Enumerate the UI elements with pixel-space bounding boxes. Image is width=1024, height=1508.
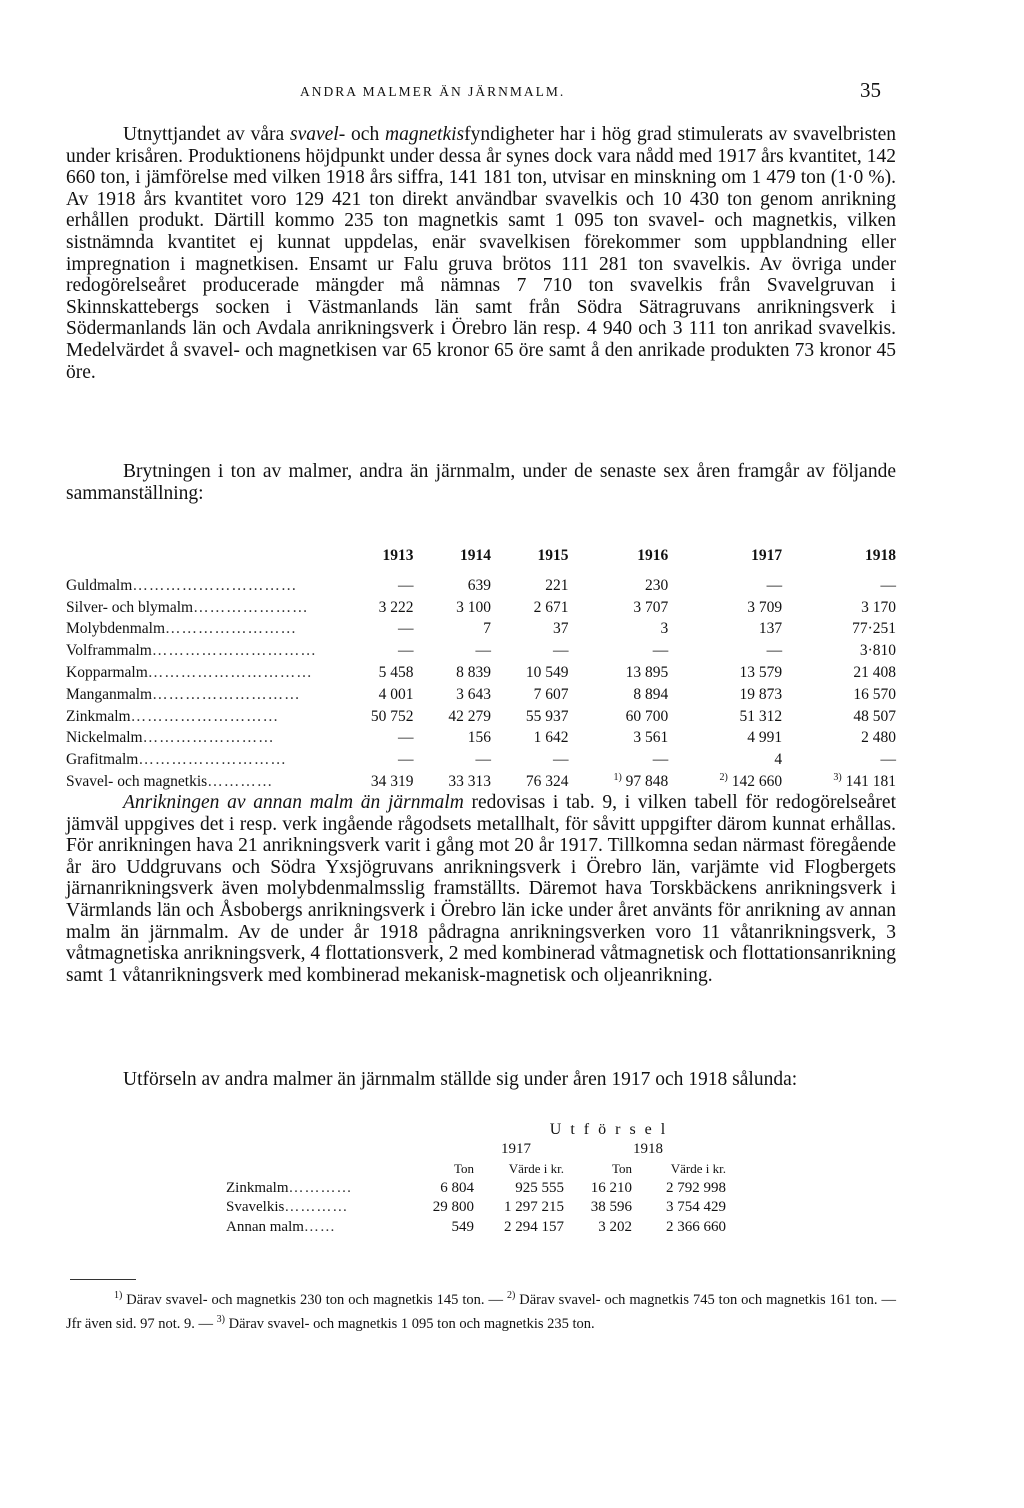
row-label: Grafitmalm………………………	[66, 751, 287, 769]
row-label: Nickelmalm……………………	[66, 729, 275, 747]
table-cell: 48 507	[853, 707, 896, 725]
footnotes: $^{1)}$ Därav svavel- och magnetkis 230 ton och magnetkis 145 ton. — $^{2)}$ Därav svavel- och magnetkis 745 ton och magnetkis 161 ton. — Jfr även sid. 97 not. 9. — $^{3)}$ Därav svavel- och magnetkis 1 095 ton och magnetkis 235 ton.	[66, 1290, 896, 1333]
table-row	[66, 728, 896, 750]
row-label: Zinkmalm………………………	[66, 707, 280, 725]
table-cell: 2 294 157	[504, 1218, 564, 1235]
table-cell: 3 754 429	[666, 1199, 726, 1216]
table-cell: —	[553, 642, 569, 660]
table-cell: 55 937	[525, 707, 569, 725]
export-table	[226, 1120, 726, 1237]
row-label: Manganmalm………………………	[66, 685, 301, 703]
table-cell: 2 671	[533, 598, 569, 616]
table-cell: 16 570	[853, 685, 896, 703]
table-cell: 2 792 998	[666, 1179, 726, 1196]
paragraph-export-intro: Utförseln av andra malmer än järnmalm ställde sig under åren 1917 och 1918 sålunda:	[123, 1069, 798, 1090]
page-number: 35	[860, 78, 881, 102]
year-header: 1915	[537, 547, 569, 564]
table-cell: —	[880, 751, 896, 769]
paragraph-table-intro: Brytningen i ton av malmer, andra än järnmalm, under de senaste sex åren framgår av följande sammanställning:	[66, 461, 896, 504]
year-header: 1917	[751, 547, 783, 564]
table-cell: 51 312	[739, 707, 783, 725]
export-subheader: Värde i kr.	[508, 1160, 564, 1176]
table-row	[226, 1179, 726, 1199]
table-cell: 2 366 660	[666, 1218, 726, 1235]
table-cell: —	[398, 576, 414, 594]
table-cell: 19 873	[739, 685, 783, 703]
footnote-marker: 1)	[613, 772, 622, 784]
table-cell: 3 100	[456, 598, 492, 616]
table-row	[66, 575, 896, 597]
table-cell: 925 555	[515, 1179, 564, 1196]
table-cell: 7 607	[533, 685, 569, 703]
export-subheader: Ton	[611, 1160, 632, 1176]
table-row	[66, 597, 896, 619]
year-header: 1918	[865, 547, 896, 564]
table-cell: $^{2)}$ 142 660	[719, 772, 783, 791]
table-cell: 6 804	[440, 1179, 474, 1196]
table-cell: —	[553, 751, 569, 769]
paragraph-sulfur-pyrite: Utnyttjandet av våra svavel- och magnetkisfyndigheter har i hög grad stimulerats av svavelbristen under krisåren. Produktionens höjdpunkt under dessa år synes dock vara nådd med 1917 års kvantitet, 142 660 ton, i jämförelse med vilken 1918 års siffra, 141 181 ton, utvisar en minskning om 1 479 ton (1·0 %). Av 1918 års kvantitet voro 129 421 ton direkt användbar svavelkis och 10 430 ton genom anrikning erhållen produkt. Därtill kommo 235 ton magnetkis samt 1 095 ton svavel- och magnetkis, vilken sistnämnda kvantitet ej kunnat uppdelas, enär svavelkisen förekommer som uppblandning eller impregnation i magnetkisen. Ensamt ur Falu gruva brötos 111 281 ton svavelkis. Av övriga under redogörelseåret producerade mängder må nämnas 7 710 ton svavelkis från Svavelgruvan i Skinnskattebergs socken i Västmanlands län samt från Södra Sätragruvans anrikningsverk i Södermanlands län och Avdala anrikningsverk i Örebro län resp. 4 940 och 3 111 ton anrikad svavelkis. Medelvärdet å svavel- och magnetkisen var 65 kronor 65 öre samt å den anrikade produkten 73 kronor 45 öre.	[66, 124, 896, 383]
table-cell: 3 707	[633, 598, 669, 616]
table-cell: 4 991	[747, 729, 783, 747]
table-cell: —	[766, 576, 783, 594]
table-cell: 76 324	[525, 773, 569, 791]
table-row	[66, 640, 896, 662]
table-cell: 5 458	[378, 664, 414, 682]
table-cell: —	[652, 751, 669, 769]
table-row	[66, 684, 896, 706]
table-cell: 77·251	[852, 620, 896, 638]
table-cell: 639	[467, 576, 492, 594]
table-row	[226, 1218, 726, 1238]
table-cell: 1 642	[533, 729, 569, 747]
table-cell: 37	[553, 620, 569, 638]
table-cell: —	[475, 642, 492, 660]
table-cell: 16 210	[590, 1179, 632, 1196]
table-cell: 38 596	[590, 1199, 632, 1216]
row-label: Volframmalm…………………………	[66, 642, 317, 660]
table-cell: 549	[451, 1218, 474, 1235]
row-label: Kopparmalm…………………………	[66, 664, 313, 682]
table-cell: $^{1)}$ 97 848	[613, 772, 669, 791]
table-cell: 3 202	[598, 1218, 632, 1235]
export-subheader: Värde i kr.	[670, 1160, 726, 1176]
row-label: Zinkmalm…………	[226, 1179, 353, 1196]
table-cell: 29 800	[432, 1199, 474, 1216]
year-header: 1914	[460, 547, 492, 564]
table-cell: 3 170	[861, 598, 896, 616]
export-year: 1918	[633, 1140, 663, 1157]
table-cell: 13 895	[625, 664, 669, 682]
table-cell: $^{3)}$ 141 181	[833, 772, 896, 791]
table-cell: 3 709	[747, 598, 783, 616]
row-label: Guldmalm…………………………	[66, 576, 298, 594]
year-header: 1913	[382, 547, 414, 564]
table-cell: 33 313	[448, 773, 492, 791]
table-cell: 34 319	[370, 773, 414, 791]
table-cell: 50 752	[370, 707, 414, 725]
table-cell: —	[398, 620, 414, 638]
production-table	[66, 537, 896, 793]
table-cell: 3 643	[456, 685, 492, 703]
table-cell: 42 279	[448, 707, 492, 725]
footnote-marker: 2)	[719, 772, 728, 784]
table-cell: 3·810	[859, 642, 896, 660]
export-subheader: Ton	[453, 1160, 474, 1176]
table-cell: 8 894	[633, 685, 669, 703]
table-row	[66, 771, 896, 793]
row-label: Molybdenmalm……………………	[66, 620, 298, 638]
table-cell: 21 408	[853, 664, 896, 682]
table-cell: 137	[758, 620, 783, 638]
table-cell: —	[398, 729, 414, 747]
table-cell: 60 700	[625, 707, 669, 725]
export-year: 1917	[501, 1140, 531, 1157]
table-cell: 156	[467, 729, 492, 747]
table-cell: 8 839	[456, 664, 492, 682]
table-cell: 2 480	[861, 729, 896, 747]
table-cell: —	[880, 576, 896, 594]
table-cell: 4 001	[378, 685, 414, 703]
table-cell: 1 297 215	[504, 1199, 564, 1216]
table-row	[66, 749, 896, 771]
header-blank	[66, 537, 336, 575]
footnote-marker: 3)	[833, 772, 842, 784]
running-title: ANDRA MALMER ÄN JÄRNMALM.	[300, 84, 566, 99]
year-header: 1916	[637, 547, 669, 564]
table-cell: —	[398, 642, 414, 660]
table-cell: —	[652, 642, 669, 660]
table-row	[226, 1198, 726, 1218]
table-row	[66, 619, 896, 641]
table-cell: 230	[645, 576, 669, 594]
table-cell: 4	[774, 751, 783, 769]
page-header	[0, 78, 1024, 108]
table-row	[66, 662, 896, 684]
table-cell: 3 561	[633, 729, 669, 747]
table-cell: —	[475, 751, 492, 769]
table-cell: 10 549	[525, 664, 569, 682]
production-table-header	[66, 537, 896, 575]
row-label: Silver- och blymalm…………………	[66, 598, 309, 616]
table-cell: —	[766, 642, 783, 660]
export-heading: Utförsel	[549, 1120, 675, 1138]
table-row	[66, 706, 896, 728]
row-label: Annan malm……	[226, 1218, 336, 1235]
table-cell: 7	[483, 620, 492, 638]
footnote-rule	[70, 1279, 136, 1280]
table-cell: —	[398, 751, 414, 769]
row-label: Svavel- och magnetkis…………	[66, 773, 274, 791]
table-cell: 13 579	[739, 664, 783, 682]
paragraph-enrichment: Anrikningen av annan malm än järnmalm redovisas i tab. 9, i vilken tabell för redogörelseåret jämväl uppgives det i resp. verk ingående rågodsets metallhalt, för såvitt uppgifter därom kunnat erhållas. För anrikningen hava 21 anrikningsverk varit i gång mot 20 år 1917. Tillkomna sedan närmast föregående år äro Uddgruvans och Södra Yxsjögruvans anrikningsverk i Örebro län, varjämte vid Flogbergets järnanrikningsverk även molybdenmalmsslig framställts. Däremot hava Torskbäckens anrikningsverk i Värmlands län och Åsbobergs anrikningsverk i Örebro län icke under året använts för anrikning av annan malm än järnmalm. Av de under år 1918 pådragna anrikningsverken voro 11 våtanrikningsverk, 3 våtmagnetiska anrikningsverk, 4 flottationsverk, 2 med kombinerad våtmagnetisk och flottationsanrikning samt 1 våtanrikningsverk med kombinerad mekanisk-magnetisk och oljeanrikning.	[66, 792, 896, 986]
table-cell: 221	[545, 576, 569, 594]
table-cell: 3 222	[378, 598, 414, 616]
table-cell: 3	[660, 620, 669, 638]
row-label: Svavelkis…………	[226, 1199, 349, 1216]
